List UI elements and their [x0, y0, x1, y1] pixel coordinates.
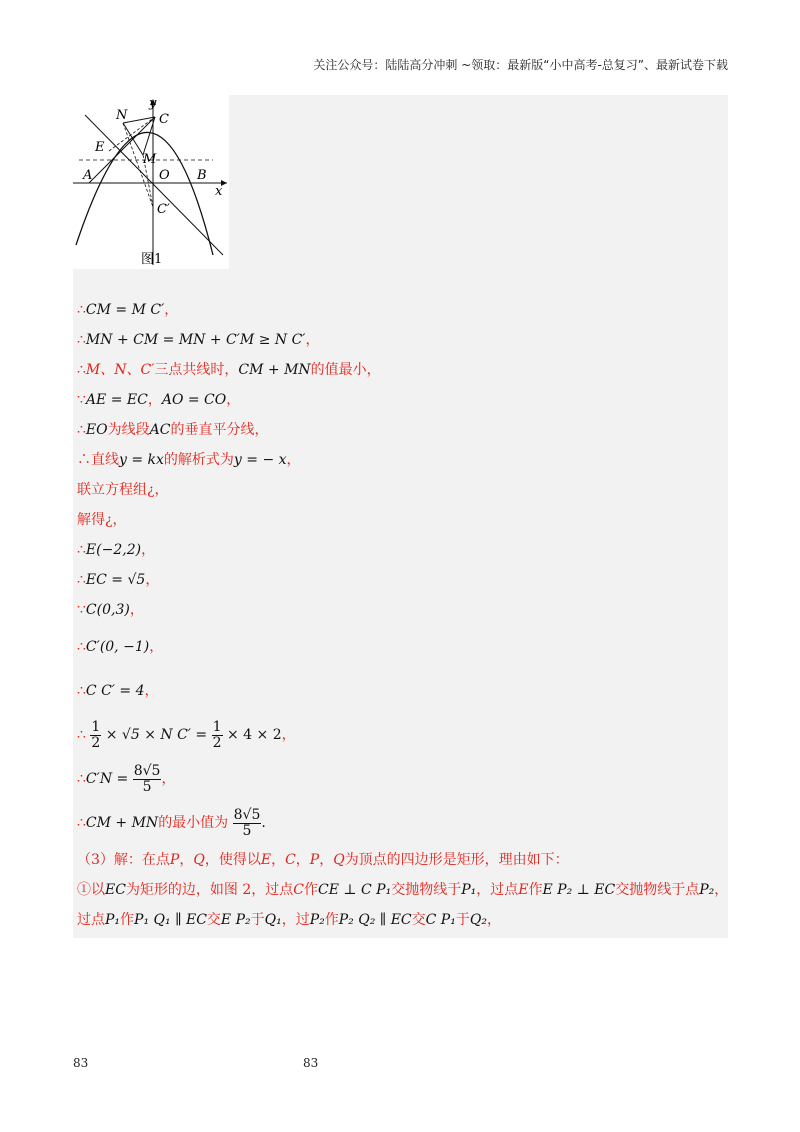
- line-9: ∴E(−2,2)，: [77, 542, 156, 558]
- page-number-center: 83: [303, 1056, 319, 1070]
- line-12: ∴C′(0, −1)，: [77, 639, 164, 655]
- line-13: ∴C C′ = 4，: [77, 683, 159, 699]
- figure-caption: 图1: [141, 252, 163, 267]
- line-4: ∵AE = EC，AO = CO，: [77, 392, 241, 408]
- figure-1: [73, 95, 229, 269]
- label-c-prime: C′: [157, 202, 170, 217]
- label-c: C: [159, 112, 169, 127]
- line-10: ∴EC = √5，: [77, 572, 160, 588]
- line-8: 解得¿，: [77, 512, 127, 528]
- line-6: ∴直线y = kx的解析式为y = − x，: [77, 452, 301, 468]
- parabola-diagram: [73, 95, 229, 269]
- line-17: （3）解：在点P，Q，使得以E，C，P，Q为顶点的四边形是矩形，理由如下：: [77, 852, 569, 868]
- label-a: A: [83, 168, 93, 183]
- label-m: M: [143, 152, 157, 167]
- label-b: B: [197, 168, 207, 183]
- line-1: ∴CM = M C′，: [77, 302, 179, 318]
- line-16: ∴CM + MN的最小值为 $\frac{8√5}{5}$ .: [77, 806, 266, 839]
- label-e: E: [95, 140, 105, 155]
- fraction-half-1: $\frac{1}{2}$: [91, 718, 101, 751]
- label-y: y: [149, 96, 157, 111]
- line-15: ∴C′N = $\frac{8√5}{5}$ ，: [77, 762, 176, 795]
- label-n: N: [116, 108, 128, 123]
- line-18: ①以EC为矩形的边，如图 2，过点C作CE ⊥ C P₁交抛物线于P₁，过点E作E P₂ ⊥ EC交抛物线于点P₂，: [77, 882, 729, 898]
- segment-nm: [123, 123, 143, 155]
- line-11: ∵C(0,3)，: [77, 602, 144, 618]
- solution-lines: [77, 295, 727, 935]
- line-7: 联立方程组¿，: [77, 482, 169, 498]
- line-3: ∴M、N、C′三点共线时，CM + MN的值最小，: [77, 362, 381, 378]
- label-o: O: [159, 168, 170, 183]
- label-x: x: [215, 184, 223, 199]
- fraction-8root5-over-5: $\frac{8√5}{5}$: [133, 762, 161, 795]
- page-header: 关注公众号：陆陆高分冲刺 ~领取：最新版“小中高考-总复习”、最新试卷下载: [313, 58, 728, 72]
- line-y-eq-neg-x: [85, 115, 223, 255]
- page-number-left: 83: [73, 1056, 89, 1070]
- line-19: 过点P₁作P₁ Q₁ ∥ EC交E P₂于Q₁，过P₂作P₂ Q₂ ∥ EC交C P₁于Q₂，: [77, 912, 501, 928]
- line-2: ∴MN + CM = MN + C′M ≥ N C′，: [77, 332, 320, 348]
- fraction-min-value: $\frac{8√5}{5}$: [233, 806, 261, 839]
- line-5: ∴EO为线段AC的垂直平分线，: [77, 422, 269, 438]
- solution-content: [73, 95, 728, 938]
- line-14: ∴ $\frac{1}{2}$ × √5 × N C′ = $\frac{1}{2}$ × 4 × 2，: [77, 718, 296, 751]
- fraction-half-2: $\frac{1}{2}$: [212, 718, 222, 751]
